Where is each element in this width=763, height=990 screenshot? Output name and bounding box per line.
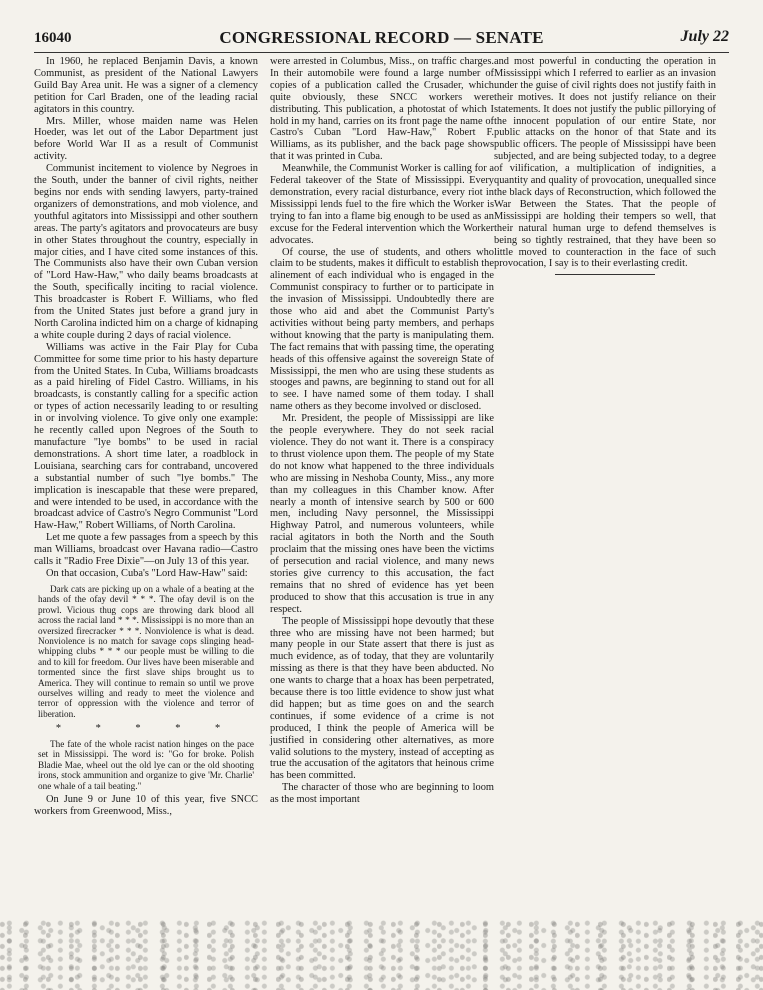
paragraph: Mr. President, the people of Mississippi are like the people everywhere. They do not seek racial violence. They do not want it. There is a conspiracy to thrust violence upon them. The people of my State do not know what happened to the three individuals who are missing in Neshoba County, Miss., any more than my colleagues in this Chamber know. After nearly a month of intensive search by 500 or 600 men, including Navy personnel, the Mississippi Highway Patrol, and numerous volunteers, while racial agitators in both the North and the South proclaim that the missing ones have been the victims of persecution and racial violence, and many news stories give currency to this accusation, the fact remains that no shred of evidence has yet been produced to show that this accusation is true in any respect. <box>270 413 494 615</box>
paragraph: Of course, the use of students, and others who claim to be students, makes it difficult to establish the alinement of each individual who is engaged in the Communist conspiracy to further or to participate in the invasion of Mississippi. Undoubtedly there are those who aid and abet the Communist Party's activities without being party members, and perhaps without knowing that the party is manipulating them. The fact remains that with passing time, the operating heads of this offensive against the sovereign State of Mississippi, the men who are using these students as stooges and pawns, are beginning to stand out for all to see. I have named some of them today. I shall name others as they become involved or disclosed. <box>270 246 494 413</box>
text-column-1 <box>34 56 258 818</box>
page-header <box>34 28 729 50</box>
paragraph: Williams was active in the Fair Play for Cuba Committee for some time prior to his hasty departure from the United States. In Cuba, Williams broadcasts as a paid hireling of Fidel Castro. Williams, in his broadcasts, is constantly calling for a specific action or types of action necessarily leading to or resulting in or involving violence. To give only one example: he recently called upon Negroes of the South to manufacture "lye bombs" to be used in racial demonstrations. A short time later, a roadblock in Louisiana, searching cars for contraband, uncovered a substantial number of such "lye bombs." The implication is inescapable that these were prepared, and were intended to be used, in accordance with the broadcast advice of Castro's Negro Communist "Lord Haw-Haw," Robert Williams, of North Carolina. <box>34 341 258 532</box>
publication-title: CONGRESSIONAL RECORD — SENATE <box>219 28 544 47</box>
paragraph: The people of Mississippi hope devoutly that these three who are missing have not been harmed; but many people in our State assert that there is just as much evidence, as of today, that they are voluntarily missing as there is that they have been abducted. No one wants to charge that a hoax has been perpetrated, because there is too little evidence to show just what did happen; but as time goes on and the search continues, if some evidence of a crime is not produced, I think the people of America will be justified in considering other alternatives, as more valid solutions to the mystery, instead of accepting as true the accusation of the agitators that heinous crime has been committed. <box>270 615 494 782</box>
block-quote: The fate of the whole racist nation hinges on the pace set in Mississippi. The word is: "Go for broke. Polish Bladie Mae, wheel out the old lye can or the old shooting irons, stock ammunition and organize to give 'Mr. Charlie' one whale of a tail beating." <box>38 739 254 791</box>
header-rule <box>34 52 729 53</box>
issue-date: July 22 <box>680 28 729 45</box>
section-divider <box>555 274 655 275</box>
paragraph: Mrs. Miller, whose maiden name was Helen Hoeder, was let out of the Labor Department just before World War II as a result of Communist activity. <box>34 115 258 163</box>
paragraph: On June 9 or June 10 of this year, five SNCC workers from Greenwood, Miss., <box>34 794 258 817</box>
text-column-3 <box>494 56 716 275</box>
block-quote: Dark cats are picking up on a whale of a beating at the hands of the ofay devil * * *. The ofay devil is on the prowl. Vicious thug cops are throwing dark blood all across the racial land * * *. Mississippi is no more than an oversized firecracker * * *. Nonviolence is what is dead. Nonviolence is no match for savage cops slinging head-whipping clubs * * * our people must be willing to die and to kill for freedom. Our lives have been miserable and tormented since the first slave ships brought us to America. They will continue to remain so until we prove ourselves willing and ready to meet the violence and terror of oppression with the violence and terror of liberation. <box>38 583 254 719</box>
paragraph: On that occasion, Cuba's "Lord Haw-Haw" said: <box>46 567 248 579</box>
page-number: 16040 <box>34 30 72 46</box>
ellipsis-stars: * * * * * <box>55 723 237 735</box>
paragraph: were arrested in Columbus, Miss., on traffic charges. In their automobile were found a large number of copies of a publication called the Crusader, which quite obviously, these SNCC workers were distributing. This publication, a photostat of which I hold in my hand, carries on its front page the name of Castro's Cuban "Lord Haw-Haw," Robert F. Williams, as its publisher, and the back page shows that it was printed in Cuba. <box>270 56 494 163</box>
paragraph: In 1960, he replaced Benjamin Davis, a known Communist, as president of the National Lawyers Guild Bay Area unit. He was a signer of a clemency petition for Carl Braden, one of the leading racial agitators in this country. <box>34 56 258 115</box>
paragraph: The character of those who are beginning to loom as the most important <box>270 782 494 806</box>
paragraph: and most powerful in conducting the operation in Mississippi which I referred to earlier as an invasion under the guise of civil rights does not justify faith in their motives. It does not justify reliance on their statements. It does not justify the public pillorying of the innocent population of our entire State, nor public attacks on the honor of that State and its public officers. The people of Mississippi have been subjected, and are being subjected today, to a degree of vilification, a multiplication of indignities, a quantity and quality of provocation, unequalled since the black days of Reconstruction, which followed the War Between the States. That the people of Mississippi are holding their tempers so well, that their natural human urge to defend themselves is being so tightly restrained, that they have been so little moved to counteraction in the face of such provocation, I say is to their everlasting credit. <box>494 56 716 270</box>
paragraph: Meanwhile, the Communist Worker is calling for a Federal takeover of the State of Mississippi. Every demonstration, every racial disturbance, every riot in Mississippi lends fuel to the fire which the Worker is trying to fan into a flame big enough to be used as an excuse for the Federal intervention which the Worker advocates. <box>270 163 494 246</box>
scan-noise <box>0 920 763 990</box>
paragraph: Let me quote a few passages from a speech by this man Williams, broadcast over Havana radio—Castro calls it "Radio Free Dixie"—on July 13 of this year. <box>34 532 258 568</box>
text-column-2 <box>270 56 494 806</box>
paragraph: Communist incitement to violence by Negroes in the South, under the banner of civil rights, neither begins nor ends with sending lawyers, party-trained organizers of demonstrations, and mob violence, and youthful agitators into Mississippi and other southern areas. The party's agitators and provocateurs are busy in other States throughout the country, especially in major cities, and I have cited some instances of this. The Communists also have their own Cuban version of "Lord Haw-Haw," who daily beams broadcasts at the South, specifically inciting to racial violence. This broadcaster is Robert F. Williams, who fled from the United States just before a grand jury in North Carolina indicted him on a charge of kidnaping a white couple during 2 days of racial violence. <box>34 163 258 341</box>
